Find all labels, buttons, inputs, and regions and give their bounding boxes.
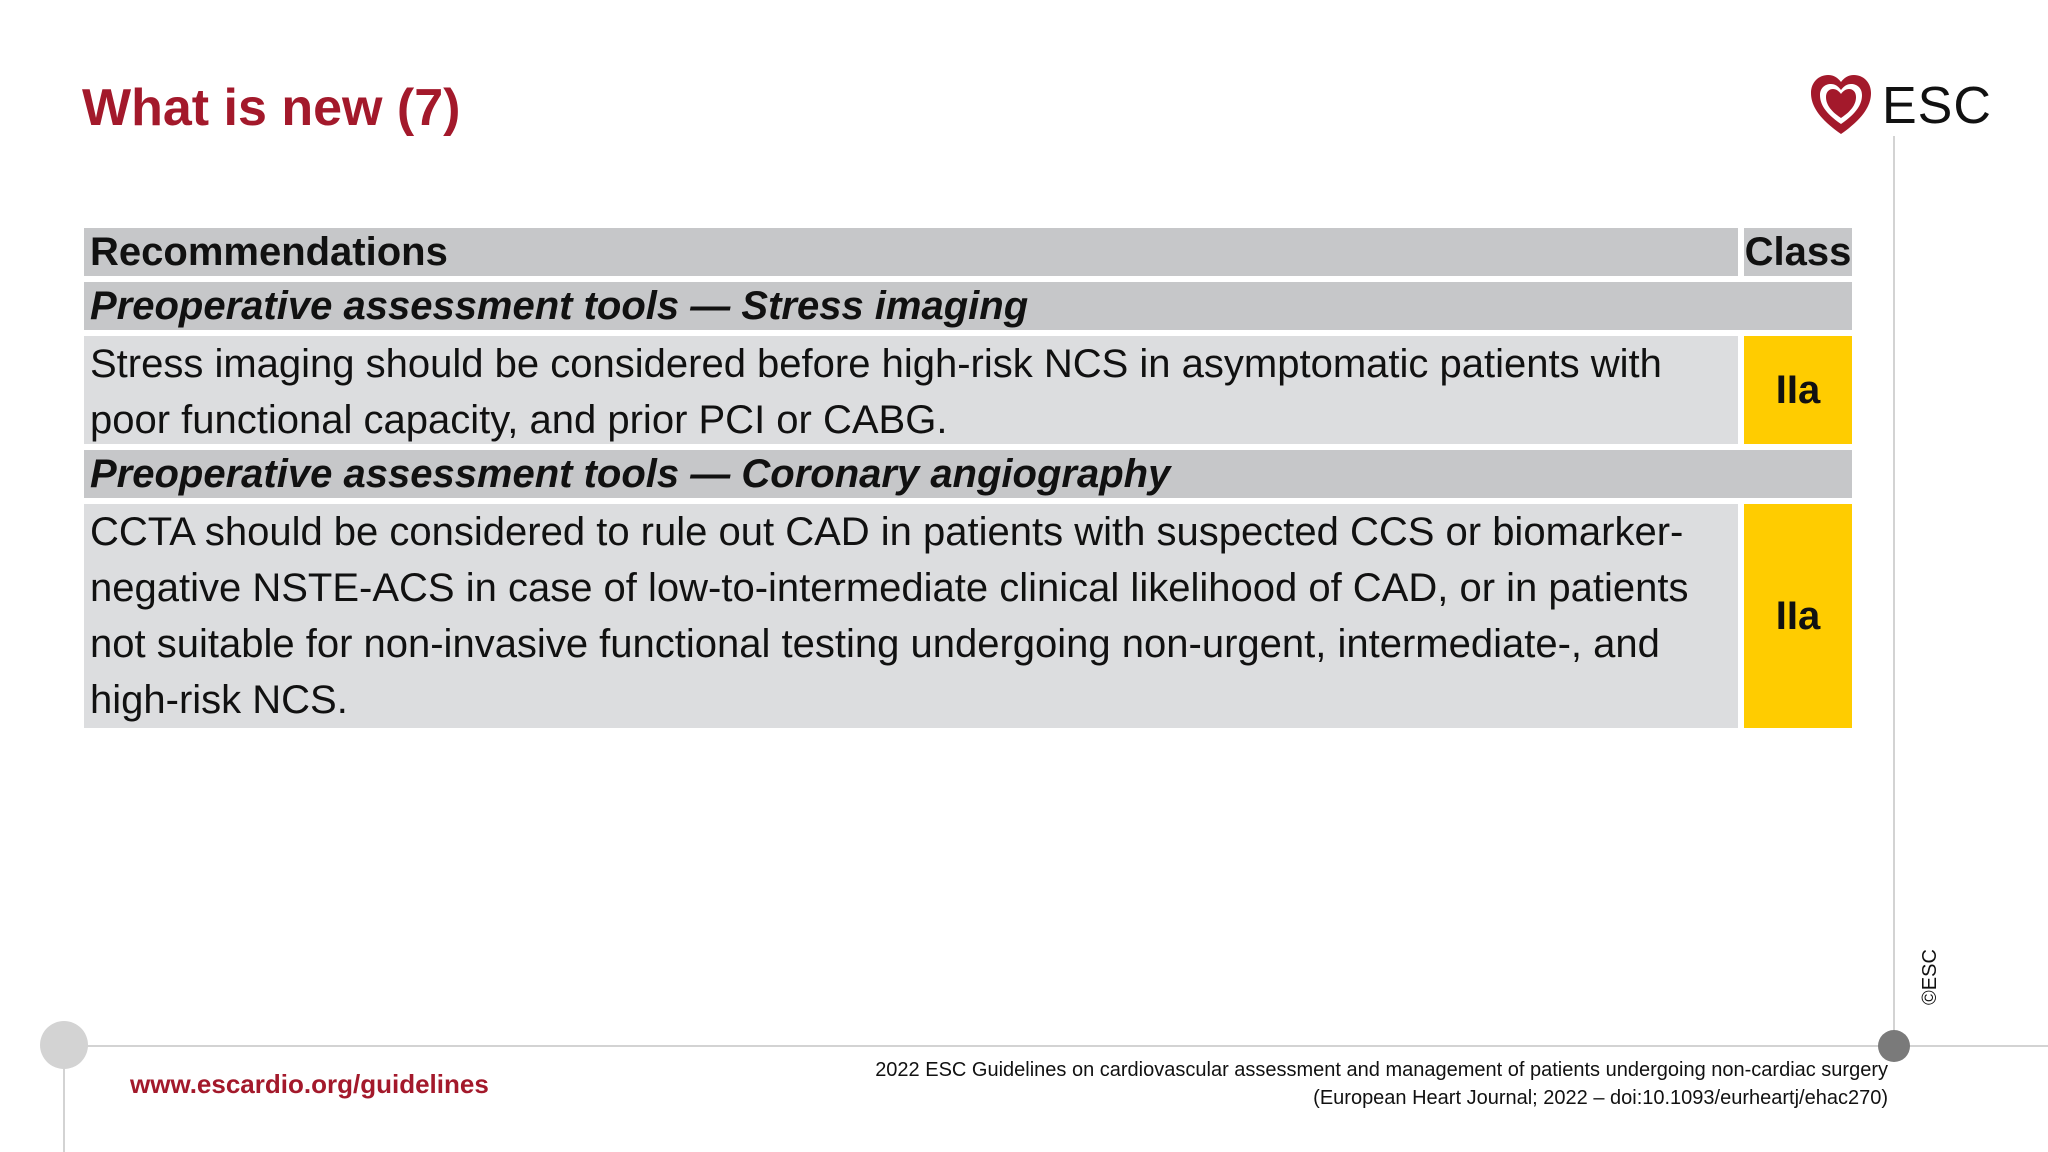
decorative-horizontal-line xyxy=(66,1045,2048,1047)
recommendations-table xyxy=(84,228,1852,734)
logo-text: ESC xyxy=(1882,77,1992,135)
table-row xyxy=(84,504,1852,728)
table-row xyxy=(84,336,1852,444)
section-heading-row xyxy=(84,450,1852,498)
esc-logo xyxy=(1808,72,1992,142)
header-class: Class xyxy=(1744,230,1852,274)
decorative-dot-left xyxy=(40,1021,88,1069)
header-recommendations: Recommendations xyxy=(84,228,1738,276)
esc-heart-logo-icon xyxy=(1808,72,1874,138)
guidelines-link[interactable]: www.escardio.org/guidelines xyxy=(130,1069,489,1099)
class-badge: IIa xyxy=(1744,336,1852,444)
copyright-label: ©ESC xyxy=(1919,949,1941,1005)
section-heading-row xyxy=(84,282,1852,330)
recommendation-text: CCTA should be considered to rule out CAD in patients with suspected CCS or biomarker-negative NSTE-ACS in case of low-to-intermediate clinical likelihood of CAD, or in patients not suitable for non-invasive functional testing undergoing non-urgent, intermediate-, and high-risk NCS. xyxy=(84,504,1738,728)
recommendation-text: Stress imaging should be considered before high-risk NCS in asymptomatic patients with poor functional capacity, and prior PCI or CABG. xyxy=(84,336,1738,444)
citation-line-2: (European Heart Journal; 2022 – doi:10.1093/eurheartj/ehac270) xyxy=(1313,1087,1888,1109)
section-heading: Preoperative assessment tools — Coronary angiography xyxy=(84,450,1852,498)
citation-line-1: 2022 ESC Guidelines on cardiovascular assessment and management of patients undergoing non-cardiac surgery xyxy=(875,1059,1888,1081)
section-heading: Preoperative assessment tools — Stress imaging xyxy=(84,282,1852,330)
slide-title: What is new (7) xyxy=(82,79,461,137)
citation xyxy=(688,1056,1888,1112)
table-header-row xyxy=(84,228,1852,276)
class-badge: IIa xyxy=(1744,504,1852,728)
decorative-vertical-line xyxy=(1893,136,1895,1046)
